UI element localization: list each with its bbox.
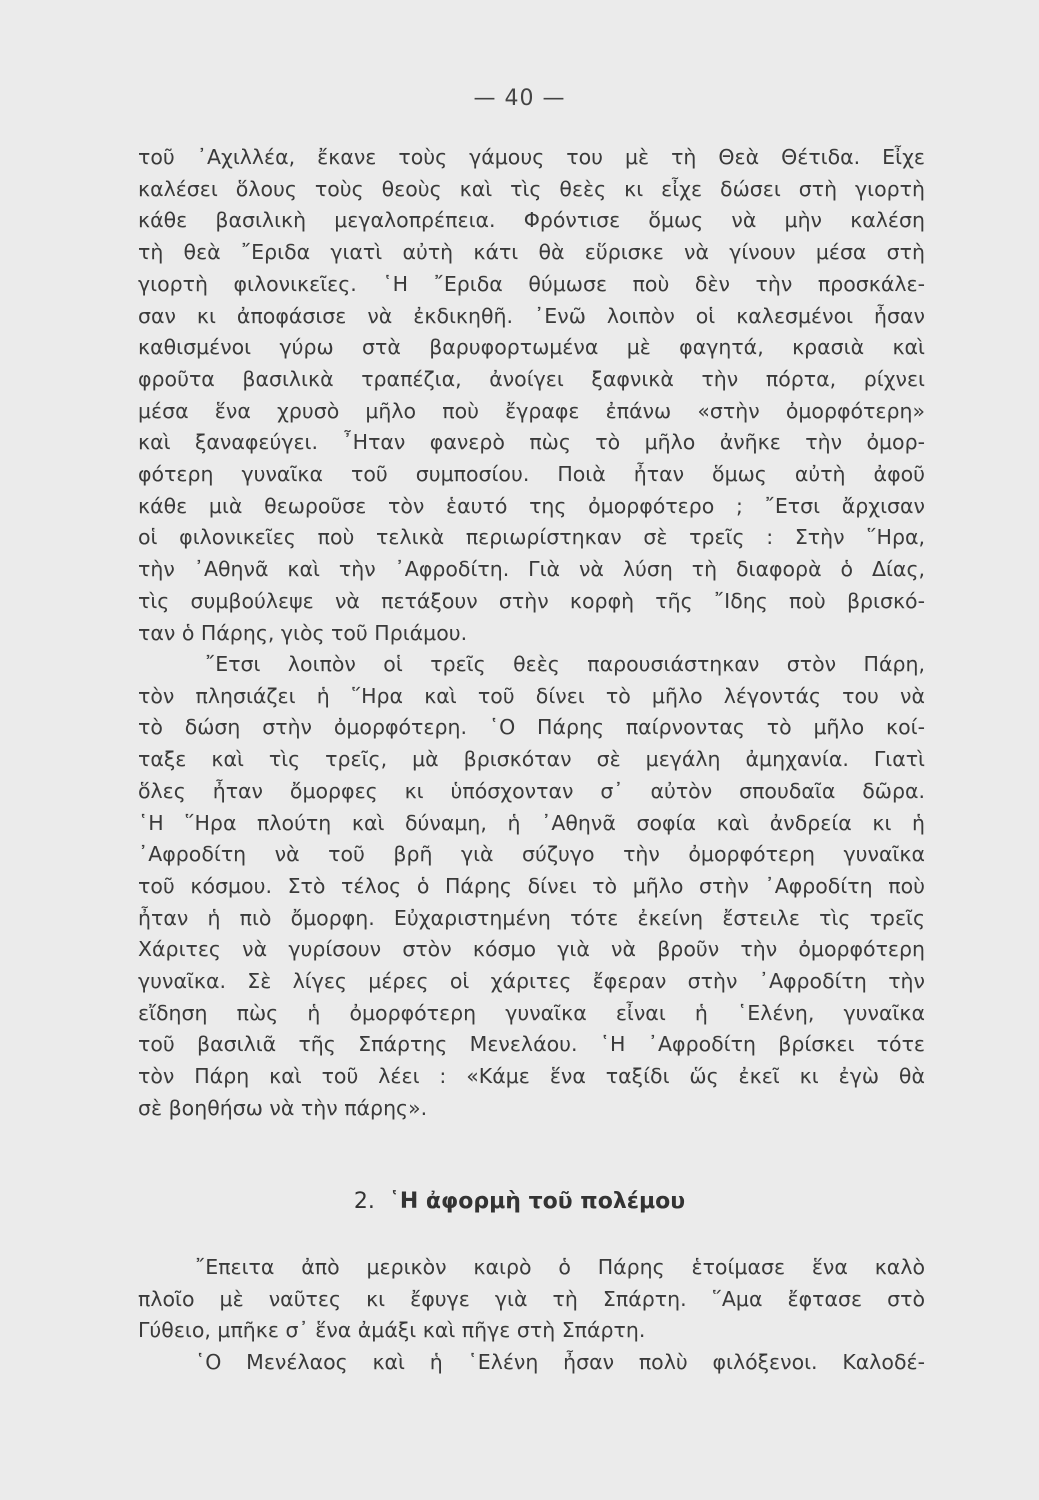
text-line: πλοῖο μὲ ναῦτες κι ἔφυγε γιὰ τὴ Σπάρτη. ῞Αμα ἔφτασε στὸ: [138, 1286, 925, 1311]
page-number: — 40 —: [473, 86, 566, 111]
text-line: γυναῖκα. Σὲ λίγες μέρες οἱ χάριτες ἔφεραν στὴν ᾿Αφροδίτη τὴν: [138, 969, 925, 994]
text-line: καὶ ξαναφεύγει. ῏Ηταν φανερὸ πὼς τὸ μῆλο ἀνῆκε τὴν ὀμορ-: [138, 430, 925, 455]
text-line: ταν ὁ Πάρης, γιὸς τοῦ Πριάμου.: [138, 620, 468, 645]
text-line: σαν κι ἀποφάσισε νὰ ἐκδικηθῆ. ᾿Ενῶ λοιπὸν οἱ καλεσμένοι ἦσαν: [138, 303, 925, 328]
text-line: κάθε μιὰ θεωροῦσε τὸν ἑαυτό της ὀμορφότερο ; ῎Ετσι ἄρχισαν: [138, 493, 925, 518]
text-line: καθισμένοι γύρω στὰ βαρυφορτωμένα μὲ φαγητά, κρασιὰ καὶ: [138, 335, 925, 360]
text-line: ῎Ετσι λοιπὸν οἱ τρεῖς θεὲς παρουσιάστηκαν στὸν Πάρη,: [205, 652, 925, 676]
text-line: Γύθειο, μπῆκε σ᾿ ἕνα ἀμάξι καὶ πῆγε στὴ Σπάρτη.: [138, 1318, 646, 1343]
section-heading: [0, 1189, 1039, 1214]
text-line: τὸν Πάρη καὶ τοῦ λέει : «Κάμε ἕνα ταξίδι ὥς ἐκεῖ κι ἐγὼ θὰ: [138, 1064, 925, 1089]
paragraph-3: [138, 1252, 925, 1347]
text-line: τὸν πλησιάζει ἡ ῞Ηρα καὶ τοῦ δίνει τὸ μῆλο λέγοντάς του νὰ: [138, 683, 925, 708]
text-line: Χάριτες νὰ γυρίσουν στὸν κόσμο γιὰ νὰ βροῦν τὴν ὀμορφότερη: [138, 937, 925, 962]
text-line: εἴδηση πὼς ἡ ὀμορφότερη γυναῖκα εἶναι ἡ ῾Ελένη, γυναῖκα: [138, 1000, 925, 1025]
text-line: ᾿Αφροδίτη νὰ τοῦ βρῆ γιὰ σύζυγο τὴν ὀμορφότερη γυναῖκα: [138, 842, 925, 867]
paragraph-4: [138, 1347, 925, 1379]
text-line: φροῦτα βασιλικὰ τραπέζια, ἀνοίγει ξαφνικὰ τὴν πόρτα, ρίχνει: [138, 366, 925, 391]
text-line: γιορτὴ φιλονικεῖες. ῾Η ῎Εριδα θύμωσε ποὺ δὲν τὴν προσκάλε-: [138, 271, 925, 296]
text-line: τὸ δώση στὴν ὀμορφότερη. ῾Ο Πάρης παίρνοντας τὸ μῆλο κοί-: [138, 715, 925, 740]
text-line: τοῦ κόσμου. Στὸ τέλος ὁ Πάρης δίνει τὸ μῆλο στὴν ᾿Αφροδίτη ποὺ: [138, 873, 925, 898]
text-line: τοῦ ᾿Αχιλλέα, ἔκανε τοὺς γάμους του μὲ τὴ Θεὰ Θέτιδα. Εἶχε: [138, 145, 925, 169]
text-line: ῾Ο Μενέλαος καὶ ἡ ῾Ελένη ἦσαν πολὺ φιλόξενοι. Καλοδέ-: [195, 1350, 925, 1374]
section-number: 2.: [353, 1189, 375, 1214]
text-line: καλέσει ὅλους τοὺς θεοὺς καὶ τὶς θεὲς κι εἶχε δώσει στὴ γιορτὴ: [138, 176, 925, 201]
text-line: ἦταν ἡ πιὸ ὄμορφη. Εὐχαριστημένη τότε ἐκείνη ἔστειλε τὶς τρεῖς: [138, 905, 925, 930]
text-line: ταξε καὶ τὶς τρεῖς, μὰ βρισκόταν σὲ μεγάλη ἀμηχανία. Γιατὶ: [138, 747, 925, 772]
text-line: τὴν ᾿Αθηνᾶ καὶ τὴν ᾿Αφροδίτη. Γιὰ νὰ λύση τὴ διαφορὰ ὁ Δίας,: [138, 557, 925, 582]
text-line: ὅλες ἦταν ὄμορφες κι ὑπόσχονταν σ᾿ αὐτὸν σπουδαῖα δῶρα.: [138, 778, 925, 803]
paragraph-2: [138, 649, 925, 1125]
text-line: φότερη γυναῖκα τοῦ συμποσίου. Ποιὰ ἦταν ὅμως αὐτὴ ἀφοῦ: [138, 462, 925, 487]
text-line: ῎Επειτα ἀπὸ μερικὸν καιρὸ ὁ Πάρης ἑτοίμασε ἕνα καλὸ: [195, 1255, 925, 1279]
section-title: ῾Η ἀφορμὴ τοῦ πολέμου: [388, 1189, 686, 1214]
text-line: κάθε βασιλικὴ μεγαλοπρέπεια. Φρόντισε ὅμως νὰ μὴν καλέση: [138, 208, 925, 233]
text-line: τὴ θεὰ ῎Εριδα γιατὶ αὐτὴ κάτι θὰ εὕρισκε νὰ γίνουν μέσα στὴ: [138, 240, 925, 265]
text-line: τοῦ βασιλιᾶ τῆς Σπάρτης Μενελάου. ῾Η ᾿Αφροδίτη βρίσκει τότε: [138, 1032, 925, 1057]
text-line: τὶς συμβούλεψε νὰ πετάξουν στὴν κορφὴ τῆς ῎Ιδης ποὺ βρισκό-: [138, 588, 925, 613]
text-line: ῾Η ῞Ηρα πλούτη καὶ δύναμη, ἡ ᾿Αθηνᾶ σοφία καὶ ἀνδρεία κι ἡ: [138, 810, 925, 835]
paragraph-1: [138, 142, 925, 649]
text-line: σὲ βοηθήσω νὰ τὴν πάρης».: [138, 1095, 428, 1120]
text-line: μέσα ἕνα χρυσὸ μῆλο ποὺ ἔγραφε ἐπάνω «στὴν ὀμορφότερη»: [138, 398, 925, 423]
text-line: οἱ φιλονικεῖες ποὺ τελικὰ περιωρίστηκαν σὲ τρεῖς : Στὴν ῞Ηρα,: [138, 525, 925, 550]
